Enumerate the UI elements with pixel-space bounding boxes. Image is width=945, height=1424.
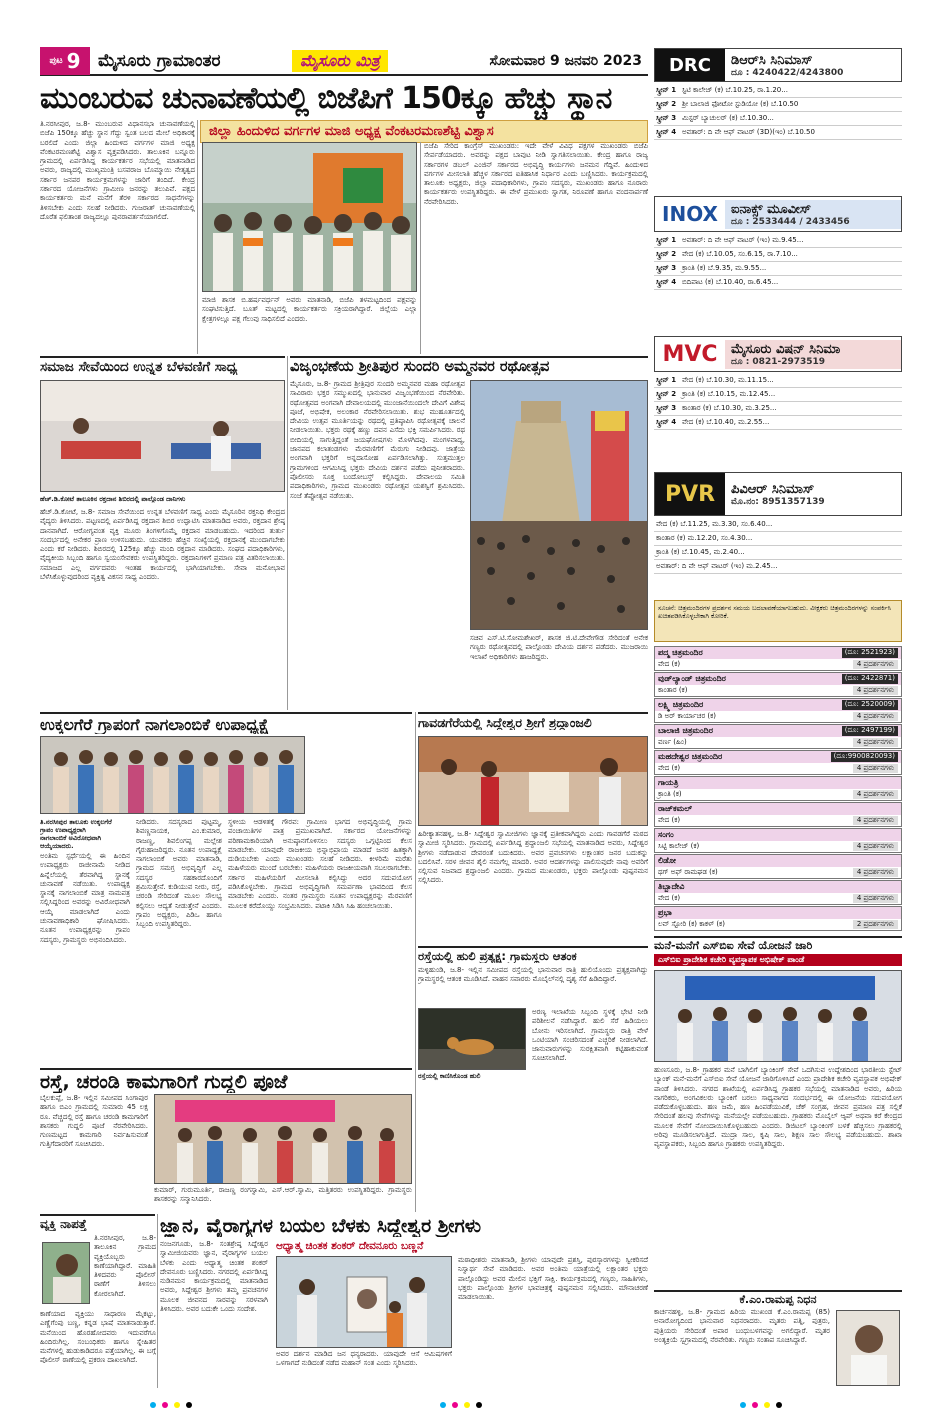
mvc-header bbox=[654, 336, 902, 372]
schedule-row: ಸ್ಕ್ರೀನ್ 4 ಬಿದಿಪಾಟ (ಕ) ಬೆ.10.40, ರಾ.6.45... bbox=[654, 276, 902, 290]
schedule-row: ಕ್ರಾಂತಿ (ಕ) ಬೆ.10.45, ಮ.2.40... bbox=[654, 546, 902, 560]
rathotsava-story-text-2: ಸಚಿವ ಎಸ್.ಟಿ.ಸೋಮಶೇಖರ್, ಶಾಸಕ ಜಿ.ಟಿ.ದೇವೇಗೌಡ ಸೇರಿದಂತೆ ಅನೇಕ ಗಣ್ಯರು ರಥೋತ್ಸವದಲ್ಲಿ ಪಾಲ್ಗೊಂಡು ದೇವಿಯ ದರ್ಶನ ಪಡೆದರು. ಮುಜರಾಯಿ ಇಲಾಖೆ ಅಧಿಕಾರಿಗಳು ಹಾಜರಿದ್ದರು. bbox=[470, 634, 648, 661]
column-rule bbox=[287, 356, 288, 710]
missing-person-photo bbox=[42, 1242, 90, 1304]
inox-name: ಐನಾಕ್ಸ್ ಮೂವೀಸ್ bbox=[731, 201, 811, 217]
column-rule bbox=[415, 712, 416, 1212]
schedule-row: ಸ್ಕ್ರೀನ್ 3 ಕ್ರಾಂತಿ (ಕ) ಬೆ.9.35, ಮ.9.55... bbox=[654, 262, 902, 276]
theatre-item: ಪ್ರಭಾ ಲವ್ ಸ್ಟೋರಿ (ಕ) ಕಾಕಳ್ (ಕ) 2 ಪ್ರದರ್ಶನಗಳು bbox=[654, 906, 902, 931]
jnana-story-text-1: ನಂಜನಗೂಡು, ಜ.8- ಸಂತಶ್ರೇಷ್ಠ ಸಿದ್ದೇಶ್ವರ ಸ್ವಾಮೀಜಿಯವರು ಜ್ಞಾನ, ವೈರಾಗ್ಯಗಳ ಬಯಲ ಬೆಳಕು ಎಂದು ಆಧ್ಯಾತ್ಮ ಚಿಂತಕ ಶಂಕರ್ ದೇವನೂರು ಬಣ್ಣಿಸಿದರು. ನಗರದಲ್ಲಿ ಏರ್ಪಡಿಸಿದ್ದ ನುಡಿನಮನ ಕಾರ್ಯಕ್ರಮದಲ್ಲಿ ಮಾತನಾಡಿದ ಅವರು, ಸಿದ್ದೇಶ್ವರ ಶ್ರೀಗಳು ತಮ್ಮ ಪ್ರವಚನಗಳ ಮೂಲಕ ಜೀವನದ ಸಾರವನ್ನು ಸರಳವಾಗಿ ತಿಳಿಸಿದರು. ಅವರ ಬದುಕೇ ಒಂದು ಸಂದೇಶ. bbox=[160, 1240, 268, 1314]
missing-person-image bbox=[43, 1243, 90, 1304]
section-title: ಮೈಸೂರು ಗ್ರಾಮಾಂತರ bbox=[98, 51, 221, 71]
ukkalagere-title: ಉಕ್ಕಲಗೆರೆ ಗ್ರಾಪಂಗೆ ನಾಗಲಾಂಬಿಕೆ ಉಪಾಧ್ಯಕ್ಷೆ bbox=[40, 712, 412, 734]
gavadagere-title: ಗಾವಡಗೆರೆಯಲ್ಲಿ ಸಿದ್ದೇಶ್ವರ ಶ್ರೀಗೆ ಶ್ರದ್ಧಾಂಜಲಿ bbox=[418, 712, 648, 730]
schedule-row: ಸ್ಕ್ರೀನ್ 4 ಅವತಾರ್: ದಿ ವೇ ಆಫ್ ವಾಟರ್ (3D)(ಇಂ) ಬೆ.10.50 bbox=[654, 126, 902, 140]
drc-name: ಡಿಆರ್‌ಸಿ ಸಿನಿಮಾಸ್ bbox=[731, 52, 813, 68]
drc-logo: DRC bbox=[655, 49, 725, 81]
cinema-sidebar bbox=[654, 48, 902, 1388]
schedule-row: ಸ್ಕ್ರೀನ್ 1 ಸ್ಟಿಟಿ ಕಾಲೇಜ್ (ಕ) ಬೆ.10.25, ರಾ.1.20... bbox=[654, 84, 902, 98]
mane-manege-subtitle: ಎಸ್‌ಬಿಐ ಪ್ರಾದೇಶಿಕ ಕಚೇರಿ ವ್ಯವಸ್ಥಾಪಕ ಅಭಿಷೇಕ್ ಪಾಂಡೆ bbox=[654, 954, 902, 966]
schedule-row: ಸ್ಕ್ರೀನ್ 3 ಕಾಂತಾರ (ಕ) ಬೆ.10.30, ಮ.3.25... bbox=[654, 402, 902, 416]
schedule-row: ಅವತಾರ್: ದಿ ವೇ ಆಫ್ ವಾಟರ್ (ಇಂ) ಮ.2.45... bbox=[654, 560, 902, 574]
masthead bbox=[40, 48, 648, 76]
schedule-row: ಸ್ಕ್ರೀನ್ 1 ಅವತಾರ್: ದಿ ವೇ ಆಫ್ ವಾಟರ್ (ಇಂ) ಮ.9.45... bbox=[654, 234, 902, 248]
theatre-list bbox=[654, 646, 902, 932]
ukkal-caption: ತಿ.ನರಸೀಪುರ ತಾಲೂಕು ಉಕ್ಕಲಗೆರೆ ಗ್ರಾಪಂ ಉಪಾಧ್ಯಕ್ಷರಾಗಿ ನಾಗಲಾಂಬಿಕೆ ಅವಿರೋಧವಾಗಿ ಆಯ್ಕೆಯಾದರು. bbox=[40, 818, 112, 850]
lead-photo bbox=[202, 142, 417, 292]
theatre-item: ಬಾಲಾಜಿ ಚಿತ್ರಮಂದಿರ (ದೂ: 2497199) ವರ್ಣ (ಹಿಂ) 4 ಪ್ರದರ್ಶನಗಳು bbox=[654, 724, 902, 749]
inox-header bbox=[654, 196, 902, 232]
vyakti-story-text: ತಿ.ನರಸೀಪುರ, ಜ.8- ತಾಲೂಕಿನ ಗ್ರಾಮದ ವ್ಯಕ್ತಿಯೊಬ್ಬರು ಕಾಣೆಯಾಗಿದ್ದಾರೆ. ಮಾಹಿತಿ ತಿಳಿದವರು ಪೊಲೀಸ್ ಠಾಣೆಗೆ ತಿಳಿಸಲು ಕೋರಲಾಗಿದೆ. bbox=[94, 1234, 156, 1298]
gavadagere-story-text: ಹಿರೀಕ್ಯಾತನಹಳ್ಳಿ, ಜ.8- ಸಿದ್ದೇಶ್ವರ ಸ್ವಾಮೀಜಿಗಳು ಜ್ಞಾನಕ್ಕೆ ಪ್ರತೀಕವಾಗಿದ್ದರು ಎಂದು ಗಾವಡಗೆರೆ ಮಠದ ಸ್ವಾಮೀಜಿ ಸ್ಮರಿಸಿದರು. ಗ್ರಾಮದಲ್ಲಿ ಏರ್ಪಡಿಸಿದ್ದ ಶ್ರದ್ಧಾಂಜಲಿ ಸಭೆಯಲ್ಲಿ ಮಾತನಾಡಿದ ಅವರು, ಸಿದ್ದೇಶ್ವರ ಶ್ರೀಗಳು ನಡೆದಾಡುವ ದೇವರಂತೆ ಬದುಕಿದರು. ಅವರ ಪ್ರವಚನಗಳು ಲಕ್ಷಾಂತರ ಜನರ ಬದುಕನ್ನು ಬದಲಿಸಿವೆ. ಸರಳ ಜೀವನ ಶೈಲಿ ನಮಗೆಲ್ಲ ಮಾದರಿ. ಅವರ ಆದರ್ಶಗಳನ್ನು ಪಾಲಿಸುವುದೇ ನಾವು ಅವರಿಗೆ ಸಲ್ಲಿಸುವ ನಿಜವಾದ ಶ್ರದ್ಧಾಂಜಲಿ ಎಂದರು. ಗ್ರಾಮದ ಮುಖಂಡರು, ಭಕ್ತರು ಪಾಲ್ಗೊಂಡು ಪುಷ್ಪನಮನ ಸಲ್ಲಿಸಿದರು. bbox=[418, 830, 648, 885]
inox-phone: ದೂ : 2533444 / 2433456 bbox=[731, 216, 850, 227]
mane-manege-title: ಮನೆ-ಮನೆಗೆ ಎಸ್‌ಬಿಐ ಸೇವೆ ಯೋಜನೆ ಜಾರಿ bbox=[654, 936, 902, 952]
theatre-item: ಲಕ್ಷ್ಮಿ ಚಿತ್ರಮಂದಿರ (ದೂ: 2520009) ಡಿ ಅರ್ ಕಾರ್ಯಾಚರ (ಕ) 4 ಪ್ರದರ್ಶನಗಳು bbox=[654, 698, 902, 723]
nidhana-story-text: ಕಾರ್ಚನಹಳ್ಳಿ, ಜ.8- ಗ್ರಾಮದ ಹಿರಿಯ ಮುಖಂಡ ಕೆ.ಎಂ.ರಾಮಪ್ಪ (85) ಅನಾರೋಗ್ಯದಿಂದ ಭಾನುವಾರ ನಿಧನರಾದರು. ಮೃತರು ಪತ್ನಿ, ಪುತ್ರರು, ಪುತ್ರಿಯರು ಸೇರಿದಂತೆ ಅಪಾರ ಬಂಧುಬಳಗವನ್ನು ಅಗಲಿದ್ದಾರೆ. ಮೃತರ ಅಂತ್ಯಕ್ರಿಯೆ ಸ್ವಗ್ರಾಮದಲ್ಲಿ ನೆರವೇರಿತು. ಗಣ್ಯರು ಸಂತಾಪ ಸೂಚಿಸಿದ್ದಾರೆ. bbox=[654, 1308, 830, 1344]
print-registration-marks bbox=[440, 1402, 482, 1408]
lead-headline: ಮುಂಬರುವ ಚುನಾವಣೆಯಲ್ಲಿ ಬಿಜೆಪಿಗೆ 150ಕ್ಕೂ ಹೆಚ್ಚು ಸ್ಥಾನ bbox=[40, 81, 612, 116]
pvr-name: ಪಿವಿಆರ್ ಸಿನಿಮಾಸ್ bbox=[731, 481, 815, 497]
schedule-row: ಕಾಂತಾರ (ಕ) ಮ.12.20, ಸಂ.4.30... bbox=[654, 532, 902, 546]
nidhana-title: ಕೆ.ಎಂ.ರಾಮಪ್ಪ ನಿಧನ bbox=[654, 1290, 902, 1306]
theatre-item: ಲಿಡೋ ಥಗ್ ಅಫ್ ರಾಮಘಡ (ಕ) 4 ಪ್ರದರ್ಶನಗಳು bbox=[654, 854, 902, 879]
chariot-festival-photo bbox=[470, 380, 648, 630]
raste-caption-text: ಕುಮಾರ್, ಗುರುಮೂರ್ತಿ, ರಾಜಣ್ಣ ರಂಗಸ್ವಾಮಿ, ಎಸ್.ಆರ್.ಸ್ವಾಮಿ, ಮತ್ತಿತರರು ಉಪಸ್ಥಿತರಿದ್ದರು. ಗ್ರಾಮಸ್ಥರು ಶಾಸಕರನ್ನು ಸನ್ಮಾನಿಸಿದರು. bbox=[154, 1186, 412, 1204]
ukkal-story-text-1: ಅಂತಿಮ ಸ್ಪರ್ಧೆಯಲ್ಲಿ ಈ ಹಿಂದಿನ ಉಪಾಧ್ಯಕ್ಷರು ರಾಜೀನಾಮೆ ನೀಡಿದ ಹಿನ್ನೆಲೆಯಲ್ಲಿ ತೆರವಾಗಿದ್ದ ಸ್ಥಾನಕ್ಕೆ ಚುನಾವಣೆ ನಡೆಯಿತು. ಉಪಾಧ್ಯಕ್ಷ ಸ್ಥಾನಕ್ಕೆ ನಾಗಲಾಂಬಿಕೆ ಮಾತ್ರ ನಾಮಪತ್ರ ಸಲ್ಲಿಸಿದ್ದರಿಂದ ಅವರನ್ನು ಅವಿರೋಧವಾಗಿ ಆಯ್ಕೆ ಮಾಡಲಾಗಿದೆ ಎಂದು ಚುನಾವಣಾಧಿಕಾರಿ ಘೋಷಿಸಿದರು. ನೂತನ ಉಪಾಧ್ಯಕ್ಷರನ್ನು ಗ್ರಾಪಂ ಸದಸ್ಯರು, ಗ್ರಾಮಸ್ಥರು ಅಭಿನಂದಿಸಿದರು. bbox=[40, 852, 130, 944]
raste-photo bbox=[154, 1094, 412, 1184]
jnana-title: ಜ್ಞಾನ, ವೈರಾಗ್ಯಗಳ ಬಯಲ ಬೆಳಕು ಸಿದ್ದೇಶ್ವರ ಶ್ರೀಗಳು bbox=[160, 1215, 482, 1237]
theatre-item: ಗಾಯತ್ರಿ ಕ್ರಾಂತಿ (ಕ) 4 ಪ್ರದರ್ಶನಗಳು bbox=[654, 776, 902, 801]
drc-header bbox=[654, 48, 902, 82]
page-number-badge: ಪುಟ 9 bbox=[40, 47, 90, 75]
pvr-schedule bbox=[654, 518, 902, 574]
raste-title: ರಸ್ತೆ, ಚರಂಡಿ ಕಾಮಗಾರಿಗೆ ಗುದ್ದಲಿ ಪೂಜೆ bbox=[40, 1068, 412, 1093]
tribute-function-image bbox=[277, 1257, 452, 1348]
schedule-row: ಸ್ಕ್ರೀನ್ 2 ಶ್ರೀ ಬಾಲಾಜಿ ಫೋಟೋ ಸ್ಟುಡಿಯೋ (ಕ) ಬೆ.10.50 bbox=[654, 98, 902, 112]
mvc-name: ಮೈಸೂರು ವಿಷನ್ ಸಿನಿಮಾ bbox=[731, 341, 841, 357]
mvc-phone: ದೂ : 0821-2973519 bbox=[731, 356, 826, 367]
samaja-caption: ಹೆಚ್.ಡಿ.ಕೋಟೆ ತಾಲೂಕಿನ ರಕ್ತದಾನ ಶಿಬಿರದಲ್ಲಿ ಪಾಲ್ಗೊಂಡ ದಾನಿಗಳು bbox=[40, 495, 186, 503]
theatre-item: ರಾಜ್‌ಕಮಲ್ ವೇದ (ಕ) 4 ಪ್ರದರ್ಶನಗಳು bbox=[654, 802, 902, 827]
theatre-item: ಪದ್ಮ ಚಿತ್ರಮಂದಿರ (ದೂ: 2521923) ವೇದ (ಕ) 4 ಪ್ರದರ್ಶನಗಳು bbox=[654, 646, 902, 671]
column-rule bbox=[420, 142, 421, 354]
groundbreaking-image bbox=[155, 1095, 412, 1184]
raste-story-text: ಬೈಲಕುಪ್ಪೆ, ಜ.8- ಇಲ್ಲಿನ ಸಮೀಪದ ಸಿಂಗಾಪುರ ಹಾಗೂ ಬಿಎಂ ಗ್ರಾಮದಲ್ಲಿ ಸುಮಾರು 45 ಲಕ್ಷ ರೂ. ವೆಚ್ಚದಲ್ಲಿ ರಸ್ತೆ ಹಾಗೂ ಚರಂಡಿ ಕಾಮಗಾರಿಗೆ ಶಾಸಕರು ಗುದ್ದಲಿ ಪೂಜೆ ನೆರವೇರಿಸಿದರು. ಗುಣಮಟ್ಟದ ಕಾಮಗಾರಿ ನಿರ್ವಹಿಸುವಂತೆ ಗುತ್ತಿಗೆದಾರರಿಗೆ ಸೂಚಿಸಿದರು. bbox=[40, 1094, 148, 1149]
pvr-logo: PVR bbox=[655, 473, 725, 515]
rathotsava-title: ವಿಜೃಂಭಣೆಯ ಶ್ರೀತಿಪುರ ಸುಂದರಿ ಅಮ್ಮನವರ ರಥೋತ್ಸವ bbox=[290, 356, 648, 376]
column-rule bbox=[197, 120, 198, 354]
lead-story-text-3: ಬಿಜೆಪಿ ಸೇರಿದ ಕಾಂಗ್ರೆಸ್ ಮುಖಂಡರು: ಇದೇ ವೇಳೆ ವಿವಿಧ ಪಕ್ಷಗಳ ಮುಖಂಡರು ಬಿಜೆಪಿ ಸೇರ್ಪಡೆಯಾದರು. ಅವರನ್ನು ಪಕ್ಷದ ಬಾವುಟ ನೀಡಿ ಸ್ವಾಗತಿಸಲಾಯಿತು. ಕೇಂದ್ರ ಹಾಗೂ ರಾಜ್ಯ ಸರ್ಕಾರಗಳ ಡಬಲ್ ಎಂಜಿನ್ ಸರ್ಕಾರದ ಅಭಿವೃದ್ಧಿ ಕಾರ್ಯಗಳು ಜನಮನ ಗೆದ್ದಿವೆ. ಹಿಂದುಳಿದ ವರ್ಗಗಳ ಮೀಸಲಾತಿ ಹೆಚ್ಚಳ ಸರ್ಕಾರದ ಐತಿಹಾಸಿಕ ನಿರ್ಧಾರ ಎಂದು ಬಣ್ಣಿಸಿದರು. ಕಾರ್ಯಕ್ರಮದಲ್ಲಿ ತಾಲೂಕು ಅಧ್ಯಕ್ಷರು, ಜಿಲ್ಲಾ ಪದಾಧಿಕಾರಿಗಳು, ಗ್ರಾಪಂ ಸದಸ್ಯರು, ಮುಖಂಡರು ಹಾಗೂ ನೂರಾರು ಕಾರ್ಯಕರ್ತರು ಉಪಸ್ಥಿತರಿದ್ದರು. ಈ ವೇಳೆ ಪ್ರಮುಖರು ಸ್ವಾಗತ, ನಿರೂಪಣೆ ಹಾಗೂ ವಂದನಾರ್ಪಣೆ ನೆರವೇರಿಸಿದರು. bbox=[424, 142, 648, 206]
print-registration-marks bbox=[740, 1402, 782, 1408]
bjp-rally-photo bbox=[203, 143, 417, 292]
sbi-story-text: ಹುಣಸೂರು, ಜ.8- ಗ್ರಾಹಕರ ಮನೆ ಬಾಗಿಲಿಗೆ ಬ್ಯಾಂಕಿಂಗ್ ಸೇವೆ ಒದಗಿಸುವ ಉದ್ದೇಶದಿಂದ ಭಾರತೀಯ ಸ್ಟೇಟ್ ಬ್ಯಾಂಕ್ ಮನೆ-ಮನೆಗೆ ಎಸ್‌ಬಿಐ ಸೇವೆ ಯೋಜನೆ ಜಾರಿಗೊಳಿಸಿದೆ ಎಂದು ಪ್ರಾದೇಶಿಕ ಕಚೇರಿ ವ್ಯವಸ್ಥಾಪಕ ಅಭಿಷೇಕ್ ಪಾಂಡೆ ತಿಳಿಸಿದರು. ನಗರದ ಶಾಖೆಯಲ್ಲಿ ಏರ್ಪಡಿಸಿದ್ದ ಗ್ರಾಹಕರ ಸಭೆಯಲ್ಲಿ ಮಾತನಾಡಿದ ಅವರು, ಹಿರಿಯ ನಾಗರಿಕರು, ಅಂಗವಿಕಲರು ಬ್ಯಾಂಕಿಗೆ ಬರಲು ಸಾಧ್ಯವಾಗದ ಸಂದರ್ಭದಲ್ಲಿ ಈ ಯೋಜನೆಯ ಸದುಪಯೋಗ ಪಡೆದುಕೊಳ್ಳಬಹುದು. ಹಣ ಜಮೆ, ಹಣ ಹಿಂಪಡೆಯುವಿಕೆ, ಚೆಕ್ ಸಂಗ್ರಹ, ಜೀವನ ಪ್ರಮಾಣ ಪತ್ರ ಸಲ್ಲಿಕೆ ಸೇರಿದಂತೆ ಹಲವು ಸೇವೆಗಳನ್ನು ಮನೆಯಲ್ಲೇ ಪಡೆಯಬಹುದು. ಗ್ರಾಹಕರು ಮೊಬೈಲ್ ಆ್ಯಪ್ ಅಥವಾ ಕರೆ ಕೇಂದ್ರದ ಮೂಲಕ ಸೇವೆಗೆ ನೋಂದಾಯಿಸಿಕೊಳ್ಳಬಹುದು ಎಂದರು. ಡಿಜಿಟಲ್ ಬ್ಯಾಂಕಿಂಗ್ ಬಳಕೆ ಹೆಚ್ಚಿಸಲು ಗ್ರಾಹಕರಲ್ಲಿ ಅರಿವು ಮೂಡಿಸಲಾಗುತ್ತಿದೆ. ಮುದ್ರಾ ಸಾಲ, ಕೃಷಿ ಸಾಲ, ಶಿಕ್ಷಣ ಸಾಲ ಸೌಲಭ್ಯ ಪಡೆಯಬಹುದು. ಶಾಖಾ ವ್ಯವಸ್ಥಾಪಕರು, ಸಿಬ್ಬಂದಿ ಹಾಗೂ ಗ್ರಾಹಕರು ಉಪಸ್ಥಿತರಿದ್ದರು. bbox=[654, 1066, 902, 1149]
mvc-logo: MVC bbox=[662, 341, 718, 367]
tiger-caption: ರಸ್ತೆಯಲ್ಲಿ ಕಾಣಿಸಿಕೊಂಡ ಹುಲಿ bbox=[418, 1072, 481, 1080]
schedule-row: ಸ್ಕ್ರೀನ್ 2 ಕ್ರಾಂತಿ (ಕ) ಬೆ.10.15, ಮ.12.45... bbox=[654, 388, 902, 402]
jnana-story-text-2: ಅವರ ದರ್ಶನ ಮಾಡಿದ ಜನ ಧನ್ಯರಾದರು. ಯಾವುದೇ ಆಸೆ ಆಮಿಷಗಳಿಗೆ ಒಳಗಾಗದೆ ನುಡಿದಂತೆ ನಡೆದ ಮಹಾನ್ ಸಂತ ಎಂದು ಸ್ಮರಿಸಿದರು. bbox=[276, 1350, 452, 1368]
drc-schedule bbox=[654, 84, 902, 140]
inox-logo: INOX bbox=[662, 202, 718, 226]
theatre-item: ವುಡ್‌ಲ್ಯಾಂಡ್ ಚಿತ್ರಮಂದಿರ (ದೂ: 2422871) ಕಾಂತಾರ (ಕ) 4 ಪ್ರದರ್ಶನಗಳು bbox=[654, 672, 902, 697]
gavadagere-photo bbox=[418, 736, 648, 826]
pvr-header bbox=[654, 472, 902, 516]
schedule-row: ಸ್ಕ್ರೀನ್ 3 ಮಿಸ್ಟರ್ ಬ್ಯಾಚುಲರ್ (ಕ) ಬೆ.10.30... bbox=[654, 112, 902, 126]
issue-date: ಸೋಮವಾರ 9 ಜನವರಿ 2023 bbox=[489, 53, 642, 69]
temple-gopura-image bbox=[471, 381, 648, 630]
schedule-row: ಸ್ಕ್ರೀನ್ 2 ವೇದ (ಕ) ಬೆ.10.05, ಸಂ.6.15, ರಾ.7.10... bbox=[654, 248, 902, 262]
lead-story-text-2: ಮಾಜಿ ಶಾಸಕ ಬಿ.ಹರ್ಷವರ್ಧನ್ ಅವರು ಮಾತನಾಡಿ, ಬಿಜೆಪಿ ತಳಮಟ್ಟದಿಂದ ಪಕ್ಷವನ್ನು ಸಂಘಟಿಸುತ್ತಿದೆ. ಬೂತ್ ಮಟ್ಟದಲ್ಲಿ ಕಾರ್ಯಕರ್ತರು ಸಕ್ರಿಯರಾಗಿದ್ದಾರೆ. ಜಿಲ್ಲೆಯ ಎಲ್ಲಾ ಕ್ಷೇತ್ರಗಳಲ್ಲೂ ಪಕ್ಷ ಗೆಲುವು ಸಾಧಿಸಲಿದೆ ಎಂದರು. bbox=[202, 296, 417, 323]
samaja-story-text: ಹೆಚ್.ಡಿ.ಕೋಟೆ, ಜ.8- ಸಮಾಜ ಸೇವೆಯಿಂದ ಉನ್ನತ ಬೆಳವಣಿಗೆ ಸಾಧ್ಯ ಎಂದು ಮೈಸೂರಿನ ರಕ್ತನಿಧಿ ಕೇಂದ್ರದ ವೈದ್ಯರು ತಿಳಿಸಿದರು. ಪಟ್ಟಣದಲ್ಲಿ ಏರ್ಪಡಿಸಿದ್ದ ರಕ್ತದಾನ ಶಿಬಿರ ಉದ್ಘಾಟಿಸಿ ಮಾತನಾಡಿದ ಅವರು, ರಕ್ತದಾನ ಶ್ರೇಷ್ಠ ದಾನವಾಗಿದೆ. ಆರೋಗ್ಯವಂತ ವ್ಯಕ್ತಿ ಮೂರು ತಿಂಗಳಿಗೊಮ್ಮೆ ರಕ್ತದಾನ ಮಾಡಬಹುದು. ಇದರಿಂದ ತುರ್ತು ಸಂದರ್ಭದಲ್ಲಿ ಅನೇಕರ ಪ್ರಾಣ ಉಳಿಸಬಹುದು. ಯುವಕರು ಹೆಚ್ಚಿನ ಸಂಖ್ಯೆಯಲ್ಲಿ ರಕ್ತದಾನಕ್ಕೆ ಮುಂದಾಗಬೇಕು ಎಂದು ಕರೆ ನೀಡಿದರು. ಶಿಬಿರದಲ್ಲಿ 125ಕ್ಕೂ ಹೆಚ್ಚು ಮಂದಿ ರಕ್ತದಾನ ಮಾಡಿದರು. ಸಂಘದ ಪದಾಧಿಕಾರಿಗಳು, ವೈದ್ಯಕೀಯ ಸಿಬ್ಬಂದಿ ಹಾಗೂ ಸ್ವಯಂಸೇವಕರು ಉಪಸ್ಥಿತರಿದ್ದರು. ರಕ್ತದಾನಿಗಳಿಗೆ ಪ್ರಮಾಣ ಪತ್ರ ವಿತರಿಸಲಾಯಿತು. ಸಮಾಜದ ಎಲ್ಲ ವರ್ಗದವರು ಇಂತಹ ಕಾರ್ಯದಲ್ಲಿ ಭಾಗಿಯಾಗಬೇಕು. ಸೇವಾ ಮನೋಭಾವ ಬೆಳೆಸಿಕೊಳ್ಳುವುದರಿಂದ ವ್ಯಕ್ತಿತ್ವ ವಿಕಸನ ಸಾಧ್ಯ ಎಂದರು. bbox=[40, 508, 285, 582]
sbi-meeting-image bbox=[655, 971, 902, 1062]
inox-schedule bbox=[654, 234, 902, 290]
schedule-row: ಸ್ಕ್ರೀನ್ 1 ವೇದ (ಕ) ಬೆ.10.30, ಮ.11.15... bbox=[654, 374, 902, 388]
obituary-photo bbox=[836, 1310, 900, 1386]
tiger-on-road-image bbox=[419, 1009, 526, 1070]
lead-subhead: ಜಿಲ್ಲಾ ಹಿಂದುಳಿದ ವರ್ಗಗಳ ಮಾಜಿ ಅಧ್ಯಕ್ಷ ವೆಂಕಟರಮಣಶೆಟ್ಟಿ ವಿಶ್ವಾಸ bbox=[200, 120, 648, 143]
ukkalagere-photo bbox=[40, 736, 305, 814]
blood-camp-image bbox=[41, 381, 285, 492]
drc-phone: ದೂ : 4240422/4243800 bbox=[731, 67, 844, 78]
mvc-schedule bbox=[654, 374, 902, 430]
paper-logo: ಮೈಸೂರು ಮಿತ್ರ bbox=[292, 50, 388, 72]
tiger-story-text-2: ಅರಣ್ಯ ಇಲಾಖೆಯ ಸಿಬ್ಬಂದಿ ಸ್ಥಳಕ್ಕೆ ಭೇಟಿ ನೀಡಿ ಪರಿಶೀಲನೆ ನಡೆಸಿದ್ದಾರೆ. ಹುಲಿ ಸೆರೆ ಹಿಡಿಯಲು ಬೋನು ಇರಿಸಲಾಗಿದೆ. ಗ್ರಾಮಸ್ಥರು ರಾತ್ರಿ ವೇಳೆ ಒಂಟಿಯಾಗಿ ಸಂಚರಿಸದಂತೆ ಎಚ್ಚರಿಕೆ ನೀಡಲಾಗಿದೆ. ಜಾನುವಾರುಗಳನ್ನು ಸುರಕ್ಷಿತವಾಗಿ ಕಟ್ಟಿಹಾಕುವಂತೆ ಸೂಚಿಸಲಾಗಿದೆ. bbox=[532, 1008, 648, 1063]
notice-box: ಸೂಚನೆ: ಚಿತ್ರಮಂದಿರಗಳ ಪ್ರದರ್ಶನ ಸಮಯ ಬದಲಾವಣೆಯಾಗಬಹುದು. ವೀಕ್ಷಕರು ಚಿತ್ರಮಂದಿರಗಳನ್ನು ಸಂಪರ್ಕಿಸಿ ಖಚಿತಪಡಿಸಿಕೊಳ್ಳಬೇಕಾಗಿ ಕೋರಿಕೆ. bbox=[654, 600, 902, 642]
vyakti-title: ವ್ಯಕ್ತಿ ನಾಪತ್ತೆ bbox=[40, 1214, 155, 1231]
jnana-photo bbox=[276, 1256, 452, 1348]
sbi-photo bbox=[654, 970, 902, 1062]
schedule-row: ವೇದ (ಕ) ಬೆ.11.25, ಮ.3.30, ಸಂ.6.40... bbox=[654, 518, 902, 532]
vyakti-story-text-2: ಕಾಣೆಯಾದ ವ್ಯಕ್ತಿಯು ಸಾಧಾರಣ ಮೈಕಟ್ಟು, ಎಣ್ಣೆಗೆಂಪು ಬಣ್ಣ, ಕನ್ನಡ ಭಾಷೆ ಮಾತನಾಡುತ್ತಾರೆ. ಮನೆಯಿಂದ ಹೊರಹೋದವರು ಇದುವರೆಗೂ ಹಿಂದಿರುಗಿಲ್ಲ. ಸಂಬಂಧಿಕರು ಹಾಗೂ ಸ್ನೇಹಿತರ ಮನೆಗಳಲ್ಲಿ ಹುಡುಕಾಡಿದರೂ ಪತ್ತೆಯಾಗಿಲ್ಲ. ಈ ಬಗ್ಗೆ ಪೊಲೀಸ್ ಠಾಣೆಯಲ್ಲಿ ಪ್ರಕರಣ ದಾಖಲಾಗಿದೆ. bbox=[40, 1310, 156, 1365]
column-rule bbox=[157, 1214, 158, 1388]
tiger-photo bbox=[418, 1008, 526, 1070]
panchayat-members-image bbox=[41, 737, 305, 814]
samaja-seva-title: ಸಮಾಜ ಸೇವೆಯಿಂದ ಉನ್ನತ ಬೆಳವಣಿಗೆ ಸಾಧ್ಯ bbox=[40, 356, 285, 375]
theatre-item: ಸಂಗಂ ಸಿಟ್ಟಿ ಕಾಲೇಜ್ (ಕ) 4 ಪ್ರದರ್ಶನಗಳು bbox=[654, 828, 902, 853]
lead-story-text: ತಿ.ನರಸೀಪುರ, ಜ.8- ಮುಂಬರುವ ವಿಧಾನಸಭಾ ಚುನಾವಣೆಯಲ್ಲಿ ಬಿಜೆಪಿ 150ಕ್ಕೂ ಹೆಚ್ಚು ಸ್ಥಾನ ಗೆದ್ದು ಸ್ವಂತ ಬಲದ ಮೇಲೆ ಅಧಿಕಾರಕ್ಕೆ ಬರಲಿದೆ ಎಂದು ಜಿಲ್ಲಾ ಹಿಂದುಳಿದ ವರ್ಗಗಳ ಮಾಜಿ ಅಧ್ಯಕ್ಷ ವೆಂಕಟರಮಣಶೆಟ್ಟಿ ವಿಶ್ವಾಸ ವ್ಯಕ್ತಪಡಿಸಿದರು. ತಾಲೂಕಿನ ಬನ್ನೂರು ಗ್ರಾಮದಲ್ಲಿ ಏರ್ಪಡಿಸಿದ್ದ ಕಾರ್ಯಕರ್ತರ ಸಭೆಯಲ್ಲಿ ಮಾತನಾಡಿದ ಅವರು, ರಾಜ್ಯದಲ್ಲಿ ಮುಖ್ಯಮಂತ್ರಿ ಬಸವರಾಜ ಬೊಮ್ಮಾಯಿ ನೇತೃತ್ವದ ಸರ್ಕಾರ ಜನಪರ ಕಾರ್ಯಕ್ರಮಗಳನ್ನು ಜಾರಿಗೆ ತಂದಿದೆ. ಕೇಂದ್ರ ಸರ್ಕಾರದ ಯೋಜನೆಗಳು ಗ್ರಾಮೀಣ ಜನರನ್ನು ತಲುಪಿವೆ. ಪಕ್ಷದ ಕಾರ್ಯಕರ್ತರು ಮನೆ ಮನೆಗೆ ತೆರಳಿ ಸರ್ಕಾರದ ಸಾಧನೆಗಳನ್ನು ತಿಳಿಸಬೇಕು ಎಂದು ಸಲಹೆ ನೀಡಿದರು. ಗುಜರಾತ್ ಚುನಾವಣೆಯಲ್ಲಿ ದೊರೆತ ಫಲಿತಾಂಶ ರಾಜ್ಯದಲ್ಲೂ ಪುನರಾವರ್ತನೆಯಾಗಲಿದೆ. bbox=[40, 120, 195, 221]
schedule-row: ಸ್ಕ್ರೀನ್ 4 ವೇದ (ಕ) ಬೆ.10.40, ಮ.2.55... bbox=[654, 416, 902, 430]
ukkal-story-text-2: ನೀಡಿದರು. ಸದಸ್ಯರಾದ ಪುಟ್ಟಮ್ಮ, ಶಿವಣ್ಣನಾಯಕ, ಎಂ.ಕುಮಾರ, ರಾಜಣ್ಣ, ಶಿವಲಿಂಗಪ್ಪ ಮಲ್ಲೇಶ ಗೈರುಹಾಜರಿದ್ದರು. ನೂತನ ಉಪಾಧ್ಯಕ್ಷೆ ನಾಗಲಾಂಬಿಕೆ ಅವರು ಮಾತನಾಡಿ, ಗ್ರಾಮದ ಸಮಗ್ರ ಅಭಿವೃದ್ಧಿಗೆ ಎಲ್ಲ ಸದಸ್ಯರ ಸಹಕಾರದೊಂದಿಗೆ ಶ್ರಮಿಸುತ್ತೇನೆ. ಕುಡಿಯುವ ನೀರು, ರಸ್ತೆ, ಚರಂಡಿ ಸೇರಿದಂತೆ ಮೂಲ ಸೌಲಭ್ಯ ಕಲ್ಪಿಸಲು ಆದ್ಯತೆ ನೀಡುತ್ತೇನೆ ಎಂದರು. ಗ್ರಾಪಂ ಅಧ್ಯಕ್ಷರು, ಪಿಡಿಒ ಹಾಗೂ ಸಿಬ್ಬಂದಿ ಉಪಸ್ಥಿತರಿದ್ದರು. bbox=[136, 818, 222, 929]
pvr-phone: ಮೊ.ನಂ: 8951357139 bbox=[731, 496, 825, 507]
theatre-item: ಮಹದೇಶ್ವರ ಚಿತ್ರಮಂದಿರ (ದೂ:9900820093) ವೇದ (ಕ) 4 ಪ್ರದರ್ಶನಗಳು bbox=[654, 750, 902, 775]
theatre-item: ತಿಬ್ಬಾದೇವಿ ವೇದ (ಕ) 4 ಪ್ರದರ್ಶನಗಳು bbox=[654, 880, 902, 905]
print-registration-marks bbox=[150, 1402, 192, 1408]
newspaper-page bbox=[40, 48, 902, 1388]
tiger-story-text: ಮಳ್ಳಿಹುಂಡಿ, ಜ.8- ಇಲ್ಲಿನ ಸಮೀಪದ ರಸ್ತೆಯಲ್ಲಿ ಭಾನುವಾರ ರಾತ್ರಿ ಹುಲಿಯೊಂದು ಪ್ರತ್ಯಕ್ಷವಾಗಿದ್ದು ಗ್ರಾಮಸ್ಥರಲ್ಲಿ ಆತಂಕ ಮೂಡಿಸಿದೆ. ವಾಹನ ಸವಾರರು ಮೊಬೈಲ್‌ನಲ್ಲಿ ದೃಶ್ಯ ಸೆರೆ ಹಿಡಿದಿದ್ದಾರೆ. bbox=[418, 966, 648, 984]
obituary-portrait bbox=[837, 1311, 900, 1386]
blood-donation-photo bbox=[40, 380, 285, 492]
jnana-story-text-3: ಮಠಾಧೀಶರು ಮಾತನಾಡಿ, ಶ್ರೀಗಳು ಯಾವುದೇ ಪ್ರಶಸ್ತಿ, ಪುರಸ್ಕಾರಗಳನ್ನು ಸ್ವೀಕರಿಸದೆ ನಿಸ್ವಾರ್ಥ ಸೇವೆ ಮಾಡಿದರು. ಅವರ ಅಂತಿಮ ಯಾತ್ರೆಯಲ್ಲಿ ಲಕ್ಷಾಂತರ ಭಕ್ತರು ಪಾಲ್ಗೊಂಡಿದ್ದು ಅವರ ಮೇಲಿನ ಭಕ್ತಿಗೆ ಸಾಕ್ಷಿ. ಕಾರ್ಯಕ್ರಮದಲ್ಲಿ ಗಣ್ಯರು, ಸಾಹಿತಿಗಳು, ಭಕ್ತರು ಪಾಲ್ಗೊಂಡು ಶ್ರೀಗಳ ಭಾವಚಿತ್ರಕ್ಕೆ ಪುಷ್ಪನಮನ ಸಲ್ಲಿಸಿದರು. ಮೌನಾಚರಣೆ ಮಾಡಲಾಯಿತು. bbox=[458, 1256, 648, 1302]
tribute-image bbox=[419, 737, 648, 826]
jnana-subtitle: ಆಧ್ಯಾತ್ಮ ಚಿಂತಕ ಶಂಕರ್ ದೇವನೂರು ಬಣ್ಣನೆ bbox=[276, 1240, 424, 1252]
rasteyalli-title: ರಸ್ತೆಯಲ್ಲಿ ಹುಲಿ ಪ್ರತ್ಯಕ್ಷ: ಗ್ರಾಮಸ್ಥರು ಆತಂಕ bbox=[418, 946, 648, 963]
rathotsava-story-text: ಮೈಸೂರು, ಜ.8- ಗ್ರಾಮದ ಶ್ರೀತ್ರಿಪುರ ಸುಂದರಿ ಅಮ್ಮನವರ ಮಹಾ ರಥೋತ್ಸವ ಸಾವಿರಾರು ಭಕ್ತರ ಸಮ್ಮುಖದಲ್ಲಿ ಭಾನುವಾರ ವಿಜೃಂಭಣೆಯಿಂದ ನೆರವೇರಿತು. ರಥೋತ್ಸವದ ಅಂಗವಾಗಿ ದೇವಾಲಯದಲ್ಲಿ ಮುಂಜಾನೆಯಿಂದಲೇ ದೇವಿಗೆ ವಿಶೇಷ ಪೂಜೆ, ಅಭಿಷೇಕ, ಅಲಂಕಾರ ನೆರವೇರಿಸಲಾಯಿತು. ಶುಭ ಮುಹೂರ್ತದಲ್ಲಿ ದೇವಿಯ ಉತ್ಸವ ಮೂರ್ತಿಯನ್ನು ರಥದಲ್ಲಿ ಪ್ರತಿಷ್ಠಾಪಿಸಿ ರಥೋತ್ಸವಕ್ಕೆ ಚಾಲನೆ ನೀಡಲಾಯಿತು. ಭಕ್ತರು ರಥಕ್ಕೆ ಹಣ್ಣು ದವನ ಎಸೆದು ಭಕ್ತಿ ಸಮರ್ಪಿಸಿದರು. ರಥ ಬೀದಿಯಲ್ಲಿ ಸಾಗುತ್ತಿದ್ದಂತೆ ಜಯಘೋಷಗಳು ಮೊಳಗಿದವು. ಮಂಗಳವಾದ್ಯ, ಜಾನಪದ ಕಲಾತಂಡಗಳು ಮೆರವಣಿಗೆಗೆ ಮೆರುಗು ನೀಡಿದವು. ಜಾತ್ರೆಯ ಅಂಗವಾಗಿ ಭಕ್ತರಿಗೆ ಅನ್ನದಾಸೋಹ ಏರ್ಪಡಿಸಲಾಗಿತ್ತು. ಸುತ್ತಮುತ್ತಲ ಗ್ರಾಮಗಳಿಂದ ಆಗಮಿಸಿದ್ದ ಭಕ್ತರು ದೇವಿಯ ದರ್ಶನ ಪಡೆದು ಪುನೀತರಾದರು. ಪೊಲೀಸರು ಸೂಕ್ತ ಬಂದೋಬಸ್ತ್ ಕಲ್ಪಿಸಿದ್ದರು. ದೇವಾಲಯ ಸಮಿತಿ ಪದಾಧಿಕಾರಿಗಳು, ಗ್ರಾಮದ ಮುಖಂಡರು ರಥೋತ್ಸವ ಯಶಸ್ವಿಗೆ ಶ್ರಮಿಸಿದರು. ಸಂಜೆ ತೆಪ್ಪೋತ್ಸವ ನಡೆಯಿತು. bbox=[290, 380, 465, 500]
ukkal-story-text-3: ಸ್ಥಳೀಯ ಆಡಳಿತಕ್ಕೆ ಗೌರವ: ಗ್ರಾಮೀಣ ಭಾಗದ ಅಭಿವೃದ್ಧಿಯಲ್ಲಿ ಗ್ರಾಮ ಪಂಚಾಯಿತಿಗಳ ಪಾತ್ರ ಪ್ರಮುಖವಾಗಿದೆ. ಸರ್ಕಾರದ ಯೋಜನೆಗಳನ್ನು ಪರಿಣಾಮಕಾರಿಯಾಗಿ ಅನುಷ್ಠಾನಗೊಳಿಸಲು ಸದಸ್ಯರು ಒಗ್ಗಟ್ಟಿನಿಂದ ಕೆಲಸ ಮಾಡಬೇಕು. ಯಾವುದೇ ರಾಜಕೀಯ ಭಿನ್ನಾಭಿಪ್ರಾಯ ಮಾಡದೆ ಜನರ ಹಿತಕ್ಕಾಗಿ ದುಡಿಯಬೇಕು ಎಂದು ಮುಖಂಡರು ಸಲಹೆ ನೀಡಿದರು. ಕೀಳರಿಮೆ ಮರೆತು ಮಹಿಳೆಯರು ಮುಂದೆ ಬರಬೇಕು: ಮಹಿಳೆಯರು ರಾಜಕೀಯವಾಗಿ ಸಬಲರಾಗಬೇಕು. ಸರ್ಕಾರ ಮಹಿಳೆಯರಿಗೆ ಮೀಸಲಾತಿ ಕಲ್ಪಿಸಿದ್ದು ಅದರ ಸದುಪಯೋಗ ಪಡಿಸಿಕೊಳ್ಳಬೇಕು. ಗ್ರಾಮದ ಅಭಿವೃದ್ಧಿಗಾಗಿ ಸಮರ್ಪಣಾ ಭಾವದಿಂದ ಕೆಲಸ ಮಾಡಬೇಕು ಎಂದರು. ನಂತರ ಗ್ರಾಮಸ್ಥರು ನೂತನ ಉಪಾಧ್ಯಕ್ಷರನ್ನು ಮೆರವಣಿಗೆ ಮೂಲಕ ಕರೆದೊಯ್ದು ಸಂಭ್ರಮಿಸಿದರು. ಪಟಾಕಿ ಸಿಡಿಸಿ ಸಿಹಿ ಹಂಚಲಾಯಿತು. bbox=[228, 818, 412, 910]
